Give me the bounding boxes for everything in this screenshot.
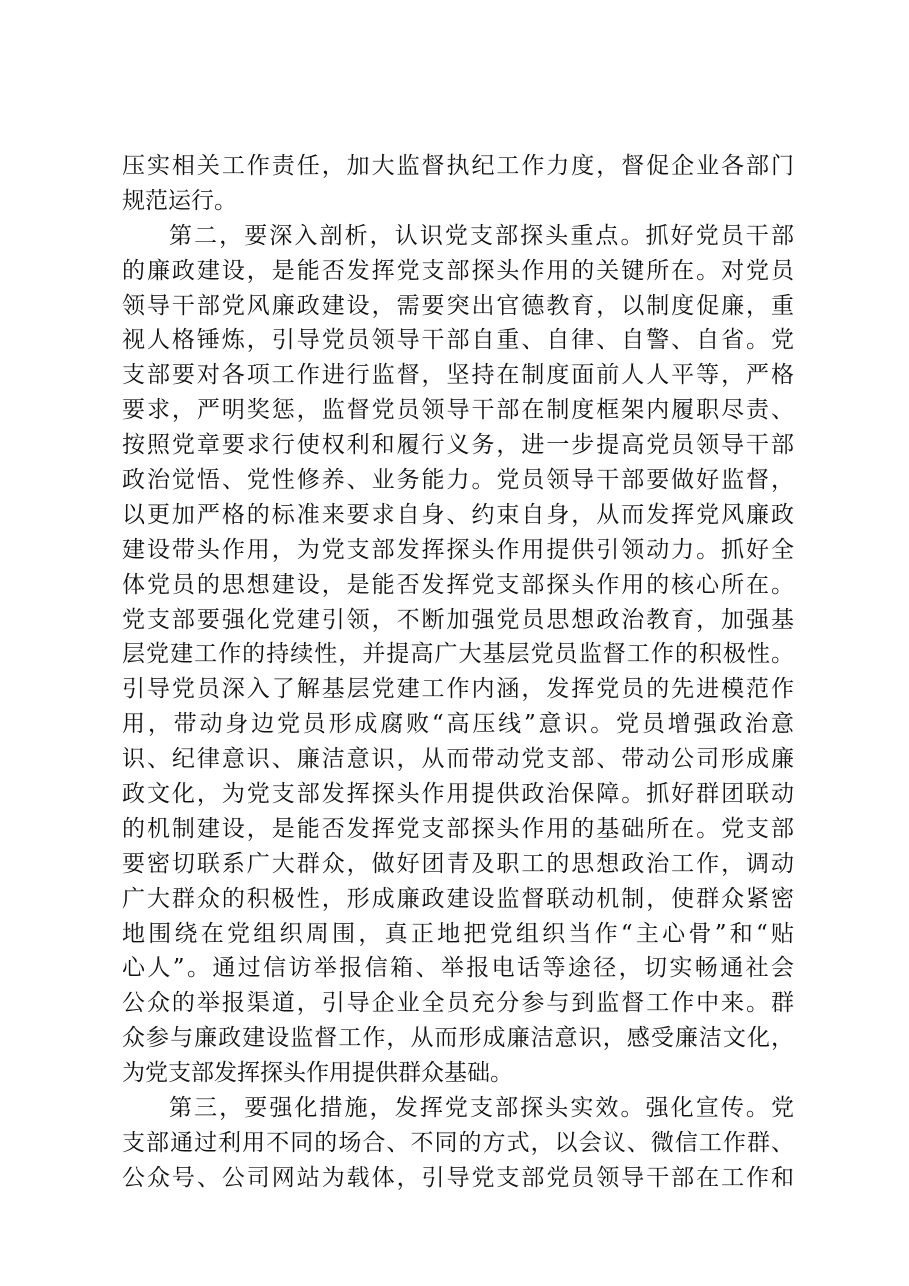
text-line: 视人格锤炼，引导党员领导干部自重、自律、自警、自省。党 <box>122 327 794 354</box>
text-line: 引导党员深入了解基层党建工作内涵，发挥党员的先进模范作 <box>122 676 794 703</box>
text-line: 以更加严格的标准来要求自身、约束自身，从而发挥党风廉政 <box>122 501 794 528</box>
text-line: 政文化，为党支部发挥探头作用提供政治保障。抓好群团联动 <box>122 781 794 808</box>
text-line: 的机制建设，是能否发挥党支部探头作用的基础所在。党支部 <box>122 815 794 842</box>
text-line: 按照党章要求行使权利和履行义务，进一步提高党员领导干部 <box>122 432 794 459</box>
text-line: 要求，严明奖惩，监督党员领导干部在制度框架内履职尽责、 <box>122 397 794 424</box>
text-line: 体党员的思想建设，是能否发挥党支部探头作用的核心所在。 <box>122 571 794 598</box>
text-line: 建设带头作用，为党支部发挥探头作用提供引领动力。抓好全 <box>122 536 794 563</box>
text-line: 众参与廉政建设监督工作，从而形成廉洁意识，感受廉洁文化， <box>122 1025 794 1052</box>
text-line: 广大群众的积极性，形成廉政建设监督联动机制，使群众紧密 <box>122 885 794 912</box>
text-line: 党支部要强化党建引领，不断加强党员思想政治教育，加强基 <box>122 606 794 633</box>
text-line: 地围绕在党组织周围，真正地把党组织当作“主心骨”和“贴 <box>122 920 794 947</box>
text-line: 公众的举报渠道，引导企业全员充分参与到监督工作中来。群 <box>122 990 794 1017</box>
text-line: 公众号、公司网站为载体，引导党支部党员领导干部在工作和 <box>122 1164 794 1191</box>
text-line: 要密切联系广大群众，做好团青及职工的思想政治工作，调动 <box>122 850 794 877</box>
text-line: 的廉政建设，是能否发挥党支部探头作用的关键所在。对党员 <box>122 257 794 284</box>
document-body-text <box>122 149 794 1196</box>
text-line: 第三，要强化措施，发挥党支部探头实效。强化宣传。党 <box>169 1095 794 1122</box>
text-line: 支部要对各项工作进行监督，坚持在制度面前人人平等，严格 <box>122 362 794 389</box>
text-line: 支部通过利用不同的场合、不同的方式，以会议、微信工作群、 <box>122 1129 794 1156</box>
text-line: 层党建工作的持续性，并提高广大基层党员监督工作的积极性。 <box>122 641 794 668</box>
text-line: 识、纪律意识、廉洁意识，从而带动党支部、带动公司形成廉 <box>122 746 794 773</box>
text-line: 心人”。通过信访举报信箱、举报电话等途径，切实畅通社会 <box>122 955 794 982</box>
text-line: 规范运行。 <box>122 187 237 214</box>
text-line: 用，带动身边党员形成腐败“高压线”意识。党员增强政治意 <box>122 711 794 738</box>
text-line: 第二，要深入剖析，认识党支部探头重点。抓好党员干部 <box>169 222 794 249</box>
text-line: 压实相关工作责任，加大监督执纪工作力度，督促企业各部门 <box>122 153 794 179</box>
text-line: 领导干部党风廉政建设，需要突出官德教育，以制度促廉，重 <box>122 292 794 319</box>
text-line: 为党支部发挥探头作用提供群众基础。 <box>122 1060 513 1087</box>
text-line: 政治觉悟、党性修养、业务能力。党员领导干部要做好监督， <box>122 467 794 494</box>
